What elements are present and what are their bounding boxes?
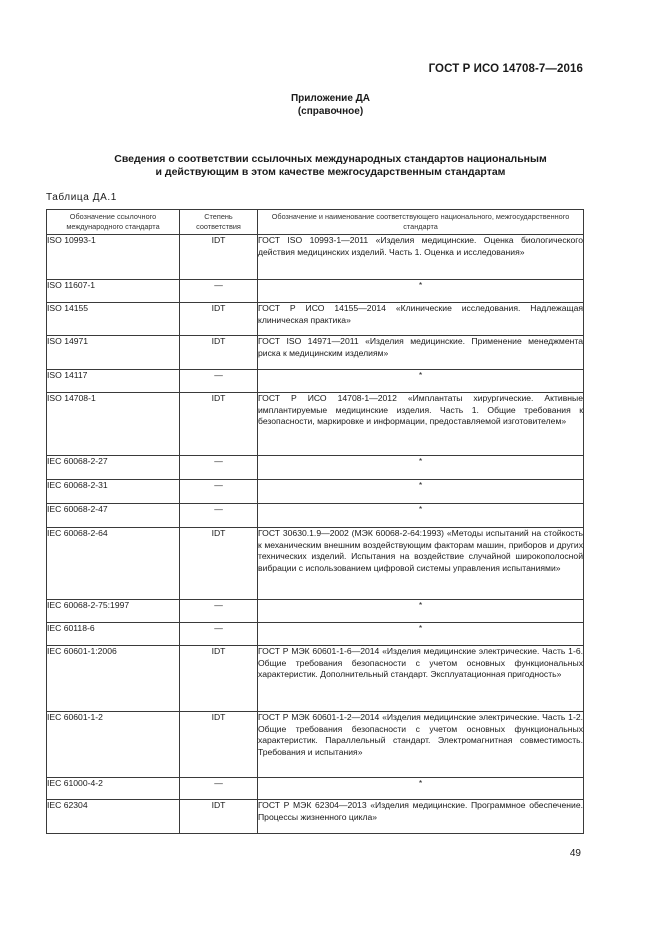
table-row [47, 778, 584, 800]
row-desc: ГОСТ ISO 14971—2011 «Изделия медицинские. Применение менеджмента риска к медицинским изделиям» [258, 336, 584, 370]
row-desc: ГОСТ ISO 10993-1—2011 «Изделия медицинские. Оценка биологического действия медицинских изделий. Часть 1. Оценка и исследования» [258, 235, 584, 280]
row-ref: IEC 60068-2-47 [47, 504, 180, 528]
row-desc: * [258, 480, 584, 504]
row-desc: * [258, 504, 584, 528]
table-caption: Таблица ДА.1 [46, 192, 117, 203]
row-ref: ISO 14708-1 [47, 393, 180, 456]
table-row [47, 393, 584, 456]
row-ref: IEC 60068-2-75:1997 [47, 600, 180, 623]
appendix-subtitle: (справочное) [297, 106, 364, 117]
row-desc: ГОСТ 30630.1.9—2002 (МЭК 60068-2-64:1993) «Методы испытаний на стойкость к механическим внешним воздействующим факторам машин, приборов и других технических изделий. Испытания на воздействие случайной широкополосной вибрации с использованием цифровой системы управления испытаниями» [258, 528, 584, 600]
row-degree: — [180, 280, 258, 303]
row-degree: IDT [180, 528, 258, 600]
row-degree: IDT [180, 336, 258, 370]
row-ref: IEC 60068-2-27 [47, 456, 180, 480]
row-ref: IEC 60601-1-2 [47, 712, 180, 778]
section-title [0, 153, 661, 179]
table-row [47, 336, 584, 370]
row-desc: * [258, 623, 584, 646]
row-degree: — [180, 504, 258, 528]
header-ref-standard: Обозначение ссылочного международного стандарта [47, 210, 180, 235]
row-degree: IDT [180, 800, 258, 834]
row-desc: * [258, 280, 584, 303]
section-title-line-1: Сведения о соответствии ссылочных международных стандартов национальным [114, 153, 547, 165]
row-degree: IDT [180, 393, 258, 456]
row-desc: ГОСТ Р МЭК 60601-1-2—2014 «Изделия медицинские электрические. Часть 1-2. Общие требования безопасности с учетом основных функциональных характеристик. Параллельный стандарт. Электромагнитная совместимость. Требования и испытания» [258, 712, 584, 778]
row-desc: ГОСТ Р МЭК 62304—2013 «Изделия медицинские. Программное обеспечение. Процессы жизненного цикла» [258, 800, 584, 834]
row-desc: ГОСТ Р ИСО 14155—2014 «Клинические исследования. Надлежащая клиническая практика» [258, 303, 584, 336]
table-row [47, 303, 584, 336]
row-ref: IEC 62304 [47, 800, 180, 834]
table-row [47, 280, 584, 303]
row-ref: IEC 60068-2-64 [47, 528, 180, 600]
table-row [47, 600, 584, 623]
table-row [47, 800, 584, 834]
row-degree: IDT [180, 712, 258, 778]
row-ref: ISO 14117 [47, 370, 180, 393]
row-degree: IDT [180, 303, 258, 336]
row-ref: ISO 14155 [47, 303, 180, 336]
standards-table [46, 209, 584, 834]
row-desc: * [258, 778, 584, 800]
appendix-title: Приложение ДА [290, 93, 371, 104]
row-desc: ГОСТ Р МЭК 60601-1-6—2014 «Изделия медицинские электрические. Часть 1-6. Общие требования безопасности с учетом основных функциональных характеристик. Дополнительный стандарт. Эксплуатационная пригодность» [258, 646, 584, 712]
document-code: ГОСТ Р ИСО 14708-7—2016 [428, 63, 583, 75]
row-degree: IDT [180, 235, 258, 280]
row-degree: IDT [180, 646, 258, 712]
table-row [47, 623, 584, 646]
row-ref: IEC 60068-2-31 [47, 480, 180, 504]
page-number: 49 [569, 848, 581, 859]
row-desc: * [258, 456, 584, 480]
section-title-line-2: и действующим в этом качестве межгосударственным стандартам [155, 166, 506, 178]
table-row [47, 370, 584, 393]
row-desc: * [258, 600, 584, 623]
row-degree: — [180, 456, 258, 480]
row-ref: IEC 60118-6 [47, 623, 180, 646]
table-row [47, 504, 584, 528]
row-ref: ISO 11607-1 [47, 280, 180, 303]
table-row [47, 712, 584, 778]
table-row [47, 456, 584, 480]
table-row [47, 235, 584, 280]
row-ref: ISO 14971 [47, 336, 180, 370]
table-row [47, 646, 584, 712]
row-desc: ГОСТ Р ИСО 14708-1—2012 «Имплантаты хирургические. Активные имплантируемые медицинские изделия. Часть 1. Общие требования к безопасности, маркировке и информации, предоставляемой изготовителем» [258, 393, 584, 456]
row-desc: * [258, 370, 584, 393]
row-degree: — [180, 480, 258, 504]
row-ref: IEC 60601-1:2006 [47, 646, 180, 712]
appendix-heading [0, 92, 661, 118]
row-degree: — [180, 370, 258, 393]
table-header-row [47, 210, 584, 235]
row-ref: IEC 61000-4-2 [47, 778, 180, 800]
table-row [47, 480, 584, 504]
row-degree: — [180, 623, 258, 646]
header-degree: Степень соответствия [180, 210, 258, 235]
row-degree: — [180, 778, 258, 800]
row-ref: ISO 10993-1 [47, 235, 180, 280]
header-national-standard: Обозначение и наименование соответствующего национального, межгосударственного стандарта [258, 210, 584, 235]
table-row [47, 528, 584, 600]
row-degree: — [180, 600, 258, 623]
